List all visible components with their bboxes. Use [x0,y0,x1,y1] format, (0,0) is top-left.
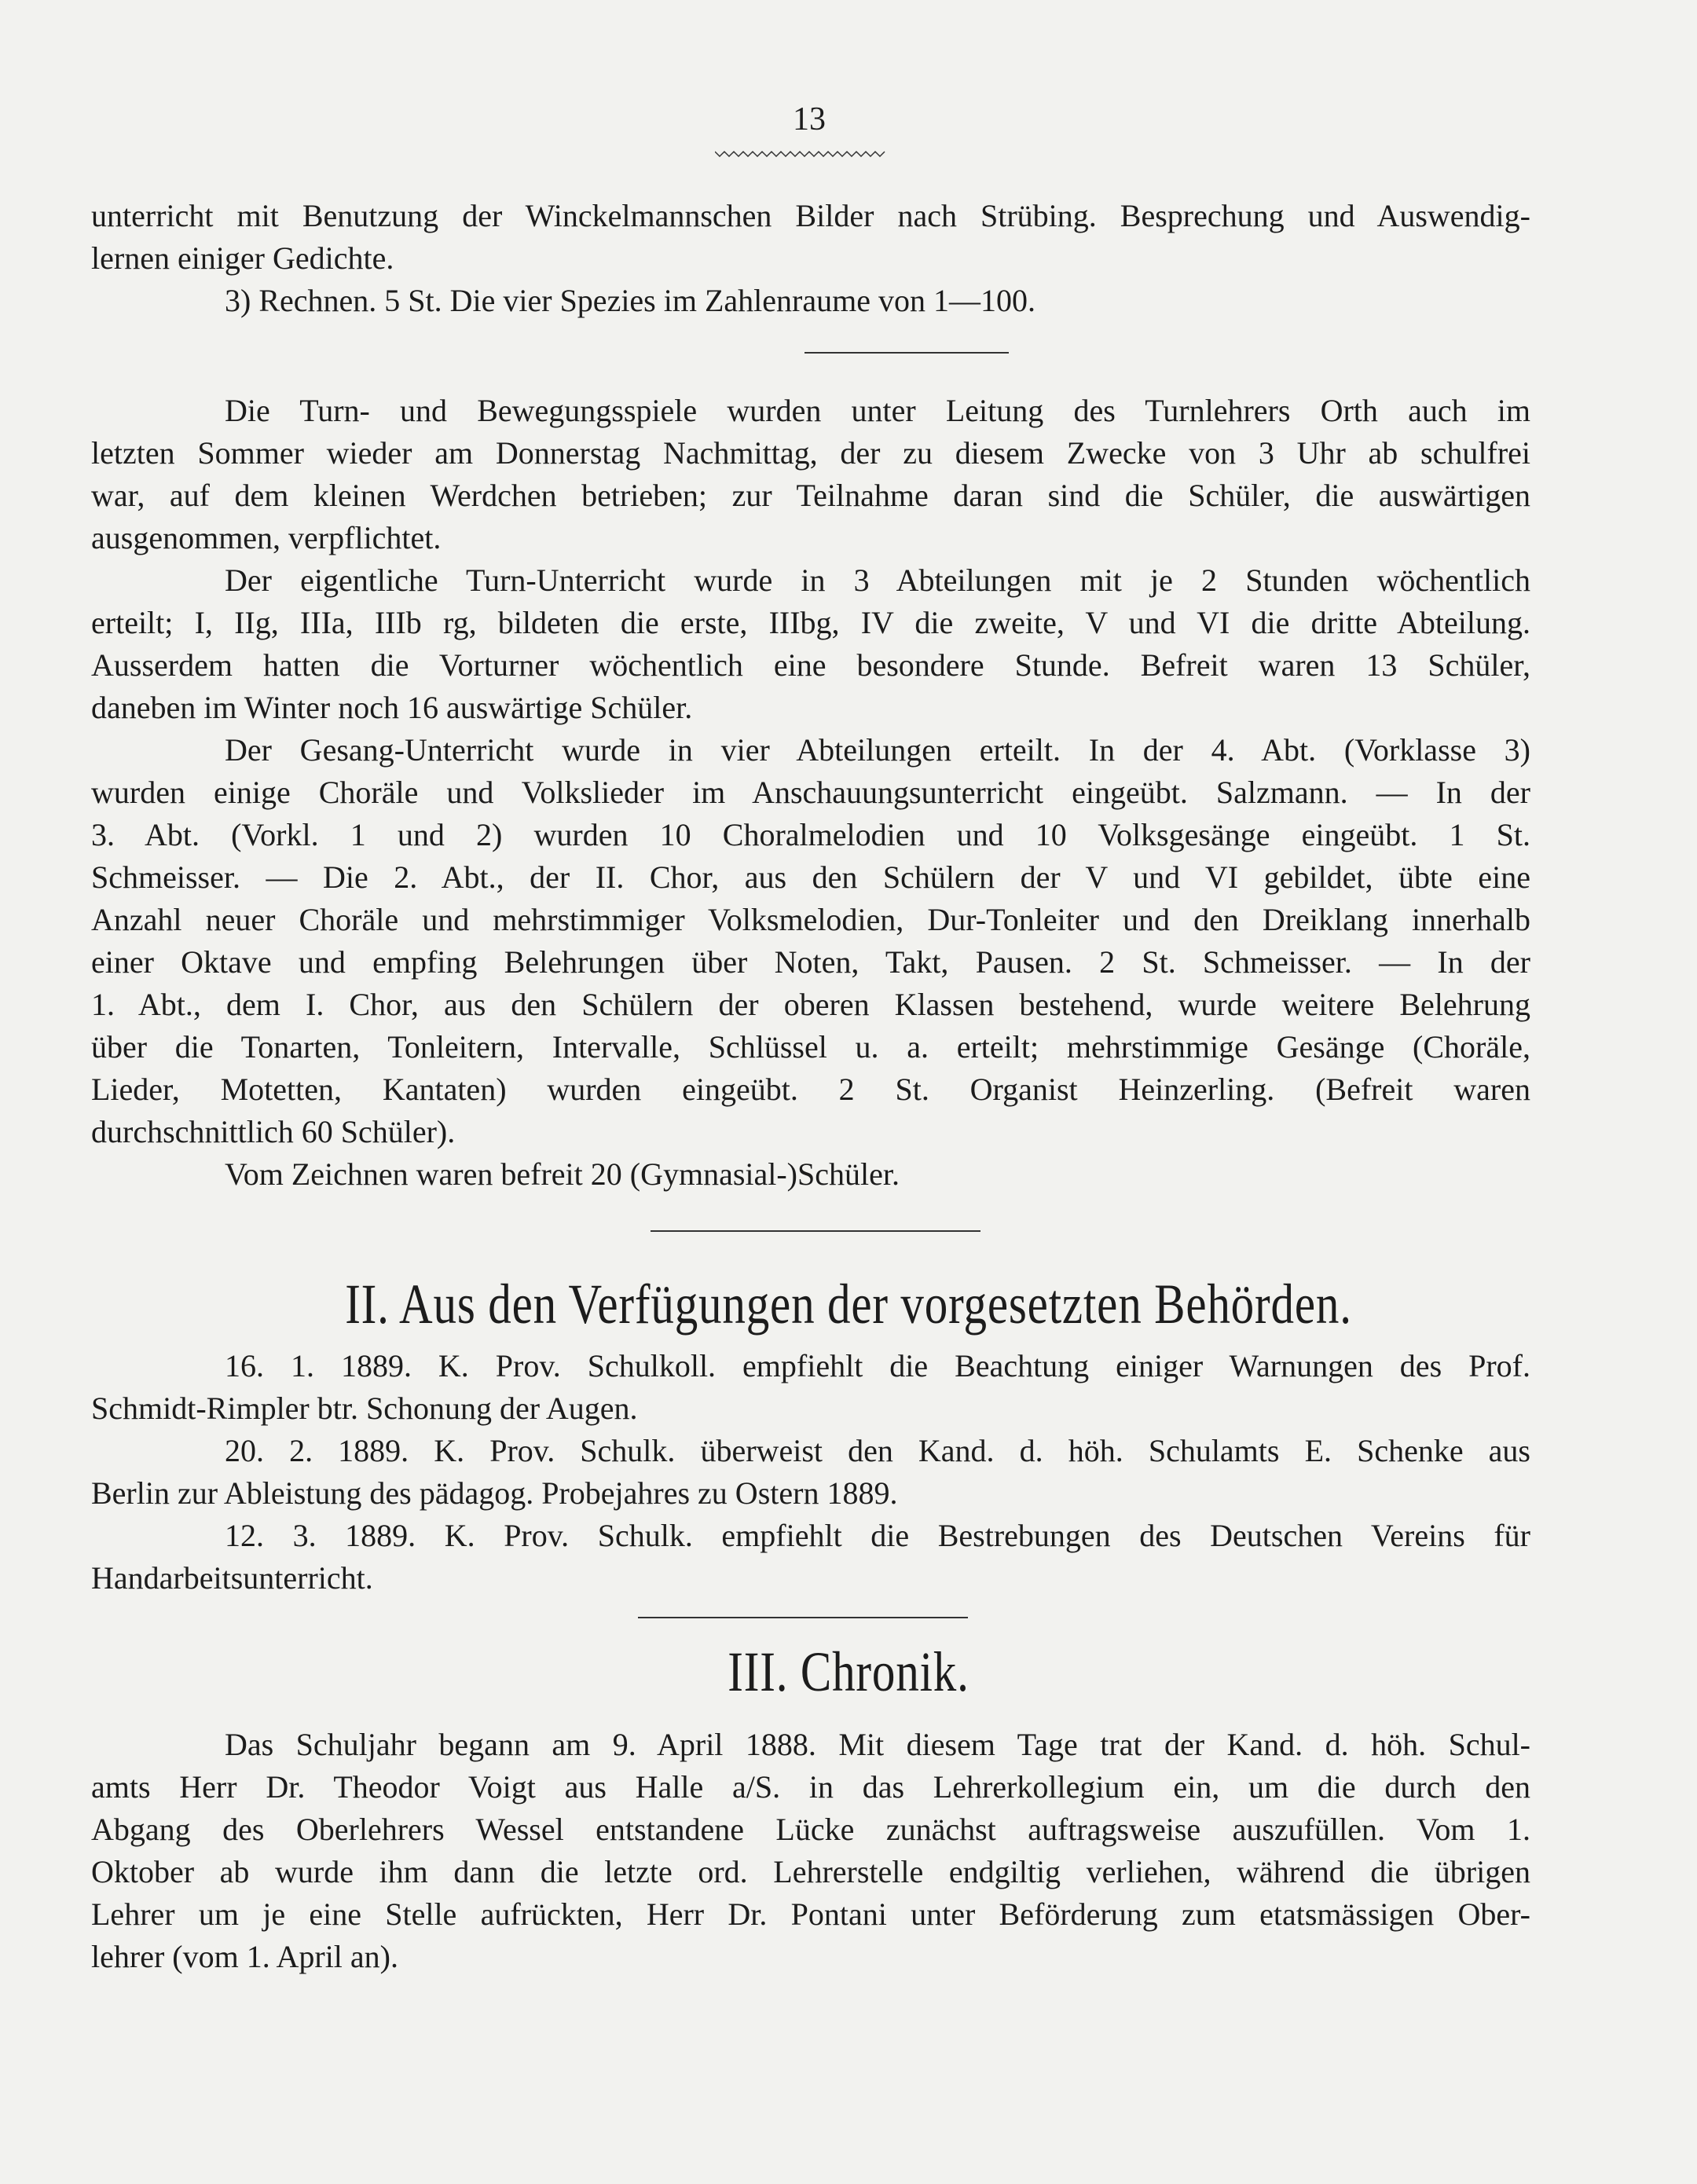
text-line: Schmeisser. — Die 2. Abt., der II. Chor, aus den Schülern der V und VI gebildet, übte eine [91,859,1530,895]
text-line: 12. 3. 1889. K. Prov. Schulk. empfiehlt die Bestrebungen des Deutschen Vereins für [225,1518,1530,1553]
text-line: Handarbeitsunterricht. [91,1560,373,1596]
text-line: Ausserdem hatten die Vorturner wöchentlich eine besondere Stunde. Befreit waren 13 Schüler, [91,647,1530,683]
text-line: lehrer (vom 1. April an). [91,1939,398,1974]
text-line: 3) Rechnen. 5 St. Die vier Spezies im Zahlenraume von 1—100. [225,283,1035,318]
text-line: ausgenommen, verpflichtet. [91,520,442,555]
divider [805,352,1009,354]
text-line: 20. 2. 1889. K. Prov. Schulk. überweist den Kand. d. höh. Schulamts E. Schenke aus [225,1433,1530,1468]
text-line: einer Oktave und empfing Belehrungen über Noten, Takt, Pausen. 2 St. Schmeisser. — In der [91,944,1530,980]
page-number: 13 [793,101,826,137]
text-line: 1. Abt., dem I. Chor, aus den Schülern der oberen Klassen bestehend, wurde weitere Belehrung [91,987,1530,1022]
text-line: 16. 1. 1889. K. Prov. Schulkoll. empfiehlt die Beachtung einiger Warnungen des Prof. [225,1348,1530,1383]
text-line: daneben im Winter noch 16 auswärtige Schüler. [91,690,693,725]
text-line: Schmidt-Rimpler btr. Schonung der Augen. [91,1391,638,1426]
text-line: Lieder, Motetten, Kantaten) wurden eingeübt. 2 St. Organist Heinzerling. (Befreit waren [91,1072,1530,1107]
text-line: Oktober ab wurde ihm dann die letzte ord. Lehrerstelle endgiltig verliehen, während die übrigen [91,1854,1530,1889]
sport-music-paragraphs [91,390,1530,1196]
text-line: Der eigentliche Turn-Unterricht wurde in 3 Abteilungen mit je 2 Stunden wöchentlich [225,562,1530,598]
text-line: Vom Zeichnen waren befreit 20 (Gymnasial-)Schüler. [225,1156,900,1192]
divider [638,1617,968,1618]
text-line: Abgang des Oberlehrers Wessel entstandene Lücke zunächst auftragsweise auszufüllen. Vom 1. [91,1812,1530,1847]
text-line: Das Schuljahr begann am 9. April 1888. Mit diesem Tage trat der Kand. d. höh. Schul- [225,1727,1530,1762]
text-line: 3. Abt. (Vorkl. 1 und 2) wurden 10 Choralmelodien und 10 Volksgesänge eingeübt. 1 St. [91,817,1530,852]
text-line: erteilt; I, IIg, IIIa, IIIb rg, bildeten die erste, IIIbg, IV die zweite, V und VI die dritte Abteilung. [91,605,1530,640]
text-line: Berlin zur Ableistung des pädagog. Probejahres zu Ostern 1889. [91,1475,898,1511]
text-line: amts Herr Dr. Theodor Voigt aus Halle a/S. in das Lehrerkollegium ein, um die durch den [91,1769,1530,1805]
text-line: durchschnittlich 60 Schüler). [91,1114,456,1149]
intro-paragraphs [91,195,1530,322]
text-line: Der Gesang-Unterricht wurde in vier Abteilungen erteilt. In der 4. Abt. (Vorklasse 3) [225,732,1530,768]
section-2-body [91,1345,1530,1600]
section-heading-3: III. Chronik. [728,1640,969,1703]
text-line: Anzahl neuer Choräle und mehrstimmiger Volksmelodien, Dur-Tonleiter und den Dreiklang innerhalb [91,902,1530,937]
text-line: über die Tonarten, Tonleitern, Intervalle, Schlüssel u. a. erteilt; mehrstimmige Gesänge (Choräle, [91,1029,1530,1065]
text-line: letzten Sommer wieder am Donnerstag Nachmittag, der zu diesem Zwecke von 3 Uhr ab schulfrei [91,435,1530,471]
text-line: unterricht mit Benutzung der Winckelmannschen Bilder nach Strübing. Besprechung und Auswendig- [91,198,1530,233]
text-line: lernen einiger Gedichte. [91,240,394,276]
section-3-body [91,1724,1530,1978]
page-number-ornament [715,149,888,159]
text-line: wurden einige Choräle und Volkslieder im Anschauungsunterricht eingeübt. Salzmann. — In der [91,775,1530,810]
text-line: Lehrer um je eine Stelle aufrückten, Herr Dr. Pontani unter Beförderung zum etatsmässigen Ober- [91,1896,1530,1932]
text-line: war, auf dem kleinen Werdchen betrieben; zur Teilnahme daran sind die Schüler, die auswärtigen [91,478,1530,513]
section-heading-2: II. Aus den Verfügungen der vorgesetzten Behörden. [345,1273,1352,1336]
divider [651,1230,980,1232]
text-line: Die Turn- und Bewegungsspiele wurden unter Leitung des Turnlehrers Orth auch im [225,393,1530,428]
